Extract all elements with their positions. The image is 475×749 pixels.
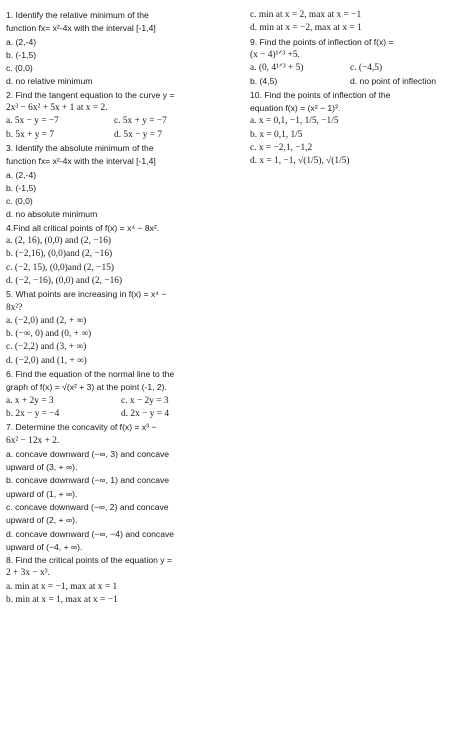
text-line xyxy=(6,395,238,408)
text-line: c. (0,0) xyxy=(6,63,33,74)
text-line: function fx= x²-4x with the interval [-1,4] xyxy=(6,23,156,34)
answer-option: a. 5x − y = −7 xyxy=(6,116,59,127)
answer-option: c. (−4,5) xyxy=(350,63,383,74)
answer-option: c. x − 2y = 3 xyxy=(121,395,169,406)
text-line: d. no relative minimum xyxy=(6,76,93,87)
text-line: d. (−2, −16), (0,0) and (2, −16) xyxy=(6,275,123,286)
text-line: d. min at x = −2, max at x = 1 xyxy=(250,23,362,34)
text-line: 7. Determine the concavity of f(x) = x³ − xyxy=(6,422,157,433)
left-column xyxy=(6,9,238,607)
text-line: a. (2, 16), (0,0) and (2, −16) xyxy=(6,236,111,247)
text-line: 2. Find the tangent equation to the curve y = xyxy=(6,89,175,100)
text-line: 2 + 3x − x³. xyxy=(6,568,50,579)
text-line: (x − 4)¹ᐟ³ +5. xyxy=(250,49,300,60)
text-line: a. (2,-4) xyxy=(6,36,37,47)
text-line: c. concave downward (−∞, 2) and concave xyxy=(6,501,169,512)
text-line: upward of (3, + ∞). xyxy=(6,462,78,473)
answer-option: d. 2x − y = 4 xyxy=(121,408,170,419)
text-line: b. (−2,16), (0,0)and (2, −16) xyxy=(6,249,113,260)
text-line: c. (−2,2) and (3, + ∞) xyxy=(6,342,87,353)
text-line: 10. Find the points of inflection of the xyxy=(250,89,391,100)
text-line: d. concave downward (−∞, −4) and concave xyxy=(6,528,175,539)
answer-option: d. no point of inflection xyxy=(350,76,436,87)
text-line: 1. Identify the relative minimum of the xyxy=(6,10,149,20)
text-line: 5. What points are increasing in f(x) = x⁴ − xyxy=(6,289,167,300)
text-line: 2x³ − 6x² + 5x + 1 at x = 2. xyxy=(6,103,108,114)
text-line: graph of f(x) = √(x² + 3) at the point (-1, 2). xyxy=(6,382,167,393)
text-line: b. (-1,5) xyxy=(6,182,37,193)
text-line: c. min at x = 2, max at x = −1 xyxy=(250,10,362,20)
text-line xyxy=(6,115,238,128)
text-line xyxy=(6,408,238,421)
text-line: a. (−2,0) and (2, + ∞) xyxy=(6,315,87,326)
text-line: c. (−2, 15), (0,0)and (2, −15) xyxy=(6,262,114,273)
text-line: 6. Find the equation of the normal line to the xyxy=(6,369,175,380)
text-line: function fx= x²-4x with the interval [-1,4] xyxy=(6,156,156,167)
text-line xyxy=(250,62,472,75)
text-line: 3. Identify the absolute minimum of the xyxy=(6,142,154,153)
text-line: b. concave downward (−∞, 1) and concave xyxy=(6,475,170,486)
text-line xyxy=(250,75,472,88)
text-line: a. concave downward (−∞, 3) and concave xyxy=(6,448,170,459)
text-line: d. (−2,0) and (1, + ∞) xyxy=(6,355,87,366)
text-line: b. (-1,5) xyxy=(6,49,37,60)
text-line: 4.Find all critical points of f(x) = x⁴ − 8x². xyxy=(6,222,160,233)
text-line: 8x²? xyxy=(6,302,23,313)
text-line: b. (−∞, 0) and (0, + ∞) xyxy=(6,329,92,340)
text-line: a. x = 0,1, −1, 1/5, −1/5 xyxy=(250,116,339,127)
answer-option: b. 5x + y = 7 xyxy=(6,129,55,140)
answer-option: b. 2x − y = −4 xyxy=(6,408,60,419)
answer-option: d. 5x − y = 7 xyxy=(114,129,163,140)
text-line: upward of (−4, + ∞). xyxy=(6,541,83,552)
text-line: equation f(x) = (x² − 1)³. xyxy=(250,103,341,114)
text-line: c. (0,0) xyxy=(6,196,33,207)
answer-option: a. (0, 4¹ᐟ³ + 5) xyxy=(250,63,304,74)
text-line: b. x = 0,1, 1/5 xyxy=(250,129,303,140)
text-line: upward of (2, + ∞). xyxy=(6,515,78,526)
text-line xyxy=(6,129,238,142)
text-line: a. min at x = −1, max at x = 1 xyxy=(6,581,118,592)
text-line: a. (2,-4) xyxy=(6,169,37,180)
text-line: c. x = −2,1, −1,2 xyxy=(250,142,313,153)
text-line: 9. Find the points of inflection of f(x) = xyxy=(250,36,394,47)
text-line: 8. Find the critical points of the equation y = xyxy=(6,555,173,566)
text-line: upward of (1, + ∞). xyxy=(6,488,78,499)
answer-option: a. x + 2y = 3 xyxy=(6,395,54,406)
answer-option: b. (4,5) xyxy=(250,76,278,87)
text-line: d. x = 1, −1, √(1/5), √(1/5) xyxy=(250,156,350,167)
text-line: d. no absolute minimum xyxy=(6,209,98,220)
right-column xyxy=(250,9,472,169)
text-line: 6x² − 12x + 2. xyxy=(6,435,60,446)
answer-option: c. 5x + y = −7 xyxy=(114,116,167,127)
text-line: b. min at x = 1, max at x = −1 xyxy=(6,595,118,606)
